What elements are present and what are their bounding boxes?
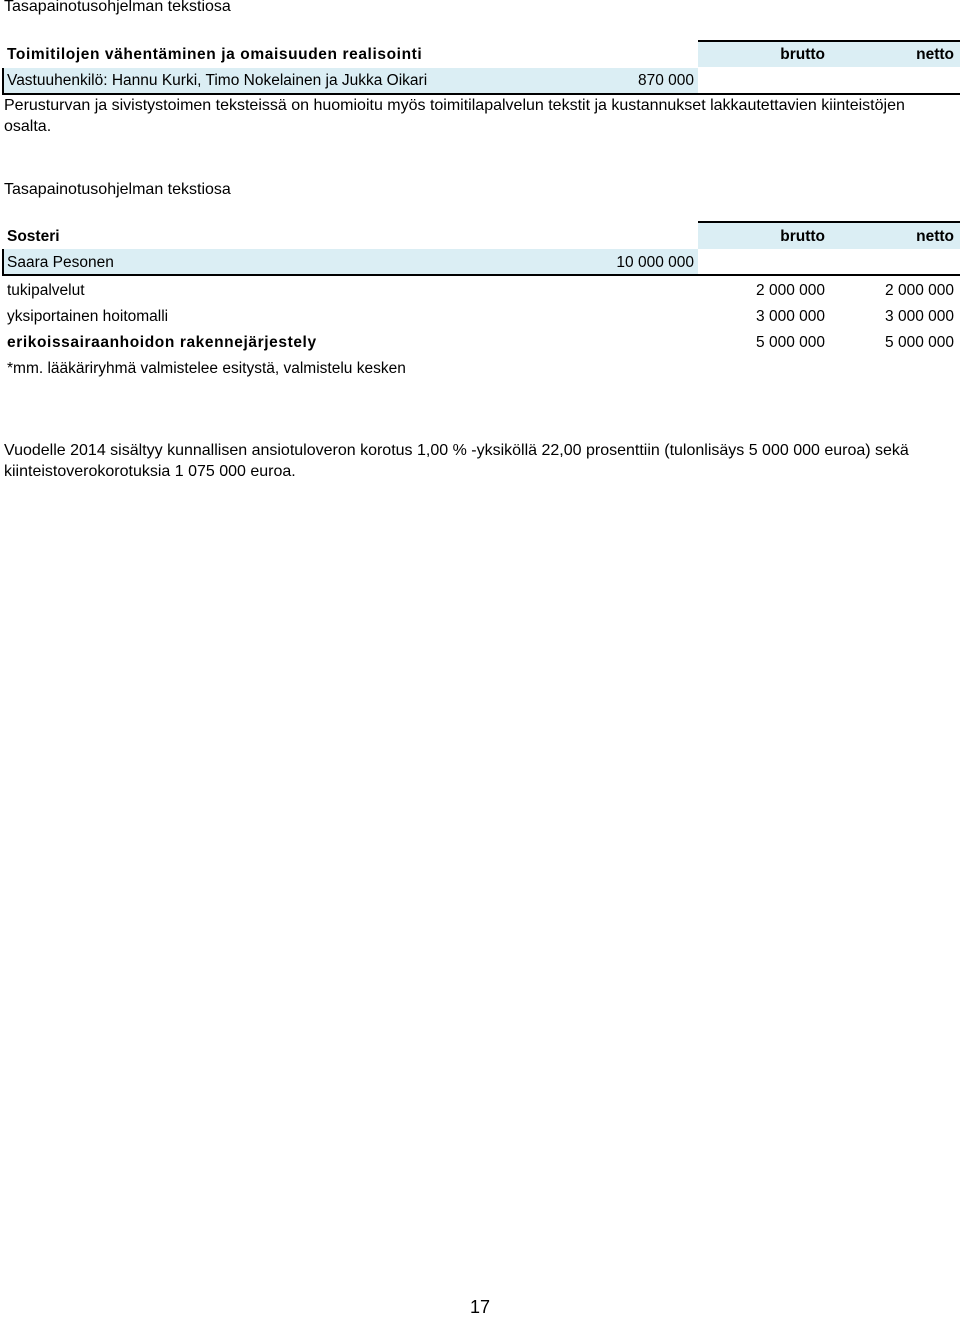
row-netto-yksiportainen: 3 000 000 <box>885 308 954 325</box>
section1-title: Toimitilojen vähentäminen ja omaisuuden realisointi <box>7 46 423 63</box>
section1-col-netto: netto <box>916 46 954 63</box>
section2-left-rule <box>2 249 4 274</box>
tax-paragraph: Vuodelle 2014 sisältyy kunnallisen ansiotuloveron korotus 1,00 % -yksiköllä 22,00 prosenttiin (tulonlisäys 5 000 000 euroa) sekä kiinteistoverokorotuksia 1 075 000 euroa. <box>4 442 909 480</box>
section2-amount: 10 000 000 <box>616 254 694 271</box>
section2-heading: Tasapainotusohjelman tekstiosa <box>4 181 231 198</box>
section1-left-rule <box>2 68 4 93</box>
row-label-tukipalvelut: tukipalvelut <box>7 282 85 299</box>
page-number: 17 <box>470 1297 491 1317</box>
section2-footnote: *mm. lääkäriryhmä valmistelee esitystä, valmistelu kesken <box>7 360 406 377</box>
section1-col-brutto: brutto <box>780 46 825 63</box>
row-brutto-yksiportainen: 3 000 000 <box>756 308 825 325</box>
section1-note: Perusturvan ja sivistystoimen teksteissä on huomioitu myös toimitilapalvelun tekstit ja kustannukset lakkautettavien kiinteistöjen osalta. <box>4 97 905 135</box>
row-brutto-erikoissairaanhoito: 5 000 000 <box>756 334 825 351</box>
row-netto-erikoissairaanhoito: 5 000 000 <box>885 334 954 351</box>
section1-header-top-rule <box>698 40 960 42</box>
section1-responsible: Vastuuhenkilö: Hannu Kurki, Timo Nokelainen ja Jukka Oikari <box>7 72 428 89</box>
section2-col-brutto: brutto <box>780 228 825 245</box>
section1-heading: Tasapainotusohjelman tekstiosa <box>4 0 231 15</box>
section2-responsible: Saara Pesonen <box>7 254 114 271</box>
section2-col-netto: netto <box>916 228 954 245</box>
section2-title: Sosteri <box>7 228 60 245</box>
row-netto-tukipalvelut: 2 000 000 <box>885 282 954 299</box>
row-brutto-tukipalvelut: 2 000 000 <box>756 282 825 299</box>
section2-bottom-rule <box>2 274 960 276</box>
row-label-yksiportainen: yksiportainen hoitomalli <box>7 308 169 325</box>
section2-header-top-rule <box>698 221 960 223</box>
section1-amount: 870 000 <box>637 72 694 89</box>
row-label-erikoissairaanhoito: erikoissairaanhoidon rakennejärjestely <box>7 334 317 351</box>
